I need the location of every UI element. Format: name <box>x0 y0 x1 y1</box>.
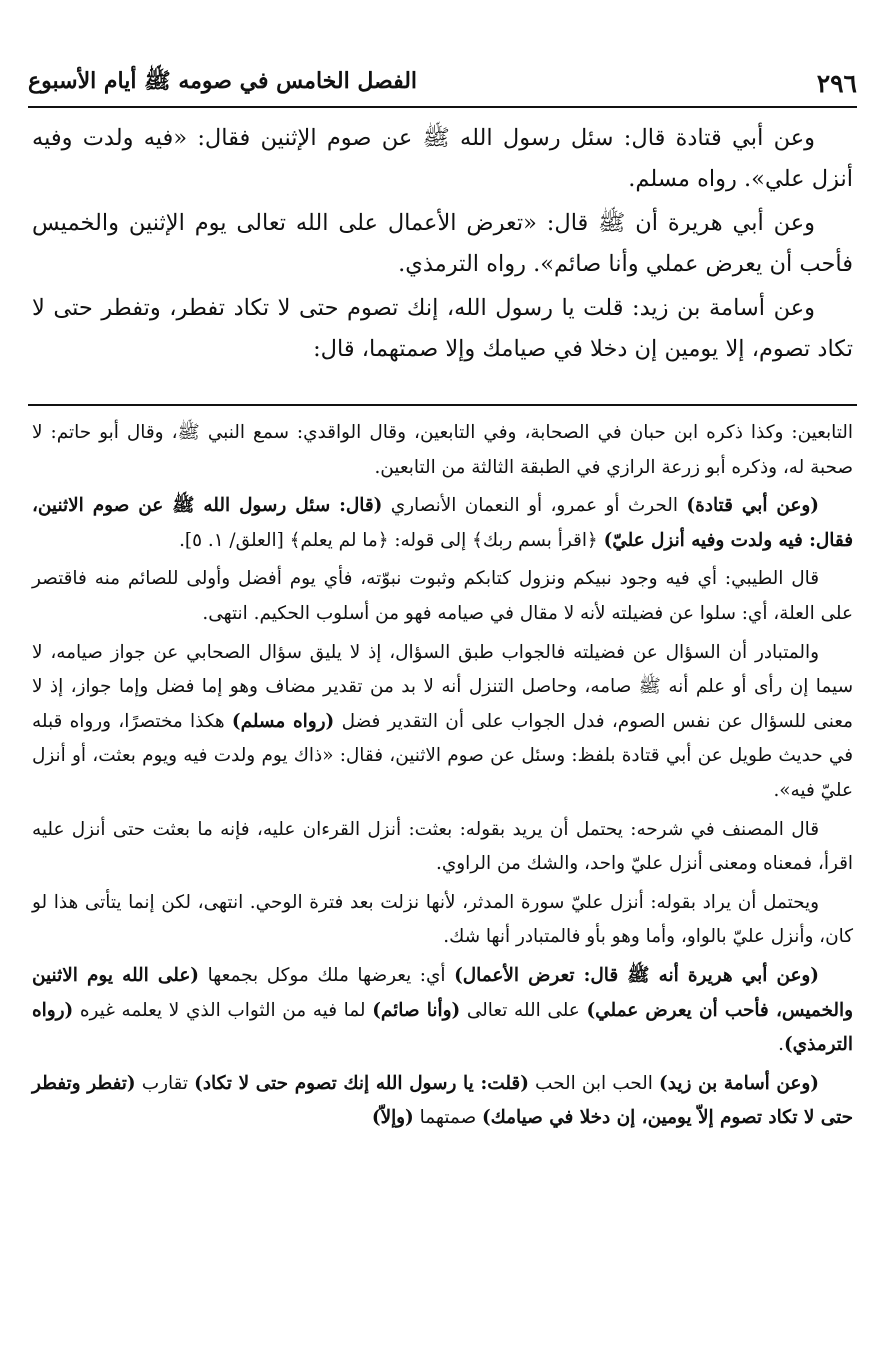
commentary-paragraph: قال الطيبي: أي فيه وجود نبيكم ونزول كتابكم وثبوت نبوّته، فأي يوم أفضل وأولى للصائم منه فاقتصر على العلة، أي: سلوا عن فضيلته لأنه لا مقال في صيامه فهو من أسلوب الحكيم. انتهى. <box>32 568 853 624</box>
quoted-text: (وأنا صائم) <box>372 999 461 1021</box>
page-number: ٢٩٦ <box>816 68 857 98</box>
commentary-text: أي: يعرضها ملك موكل بجمعها <box>199 964 455 986</box>
quoted-text: (وعن أسامة بن زيد) <box>659 1072 819 1094</box>
quoted-text: (وإلاّ) <box>371 1107 414 1129</box>
hadith-paragraph: وعن أبي هريرة أن ﷺ قال: «تعرض الأعمال على الله تعالى يوم الإثنين والخميس فأحب أن يعرض عملي وأنا صائم». رواه الترمذي. <box>32 210 853 277</box>
commentary-text: لما فيه من الثواب الذي لا يعلمه غيره <box>73 999 373 1021</box>
commentary-text: الحرث أو عمرو، أو النعمان الأنصاري <box>382 495 687 517</box>
quoted-text: (قال: سئل رسول الله ﷺ عن صوم الاثنين، فقال: فيه ولدت وفيه أنزل عليّ) <box>32 495 853 551</box>
commentary-text: تقارب <box>135 1072 195 1094</box>
hadith-paragraph: وعن أبي قتادة قال: سئل رسول الله ﷺ عن صوم الإثنين فقال: «فيه ولدت وفيه أنزل علي». رواه مسلم. <box>32 125 853 192</box>
quoted-text: (وعن أبي قتادة) <box>686 495 819 517</box>
commentary-paragraph <box>32 1067 853 1136</box>
commentary-text: على الله تعالى <box>460 999 587 1021</box>
commentary-paragraph <box>32 959 853 1063</box>
commentary-paragraph: قال المصنف في شرحه: يحتمل أن يريد بقوله: بعثت: أنزل القرءان عليه، فإنه ما بعثت حتى أنزل عليه اقرأ، فمعناه ومعنى أنزل عليّ واحد، والشك من الراوي. <box>32 818 853 875</box>
separator-rule <box>28 404 857 406</box>
commentary-text: الحب ابن الحب <box>528 1072 660 1094</box>
page-header <box>28 60 857 108</box>
commentary-paragraph <box>32 636 853 809</box>
commentary-paragraph: ويحتمل أن يراد بقوله: أنزل عليّ سورة المدثر، لأنها نزلت بعد فترة الوحي. انتهى، لكن إنما يتأتى هذا لو كان، وأنزل عليّ بالواو، وأما وهو بأو فالمتبادر أنها شك. <box>32 891 853 948</box>
quoted-text: (رواه الترمذي) <box>32 999 853 1056</box>
commentary <box>32 416 853 1140</box>
quoted-text: (تفطر وتفطر حتى لا تكاد تصوم إلاّ يومين، إن دخلا في صيامك) <box>32 1072 853 1129</box>
quoted-text: (وعن أبي هريرة أنه ﷺ قال: تعرض الأعمال) <box>454 964 819 986</box>
quoted-text: (رواه مسلم) <box>231 710 335 732</box>
commentary-text: هكذا مختصرًا، ورواه قبله في حديث طويل عن أبي قتادة بلفظ: وسئل عن صوم الاثنين، فقال: «ذاك يوم ولدت فيه ويوم بعثت، أو أنزل عليّ فيه». <box>32 710 853 801</box>
quoted-text: (على الله يوم الاثنين والخميس، فأحب أن يعرض عملي) <box>32 964 853 1021</box>
commentary-paragraph <box>32 489 853 558</box>
hadith-paragraph: وعن أسامة بن زيد: قلت يا رسول الله، إنك تصوم حتى لا تكاد تفطر، وتفطر حتى لا تكاد تصوم، إلا يومين إن دخلا في صيامك وإلا صمتهما، قال: <box>32 295 853 362</box>
commentary-text: والمتبادر أن السؤال عن فضيلته فالجواب طبق السؤال، إذ لا يليق سؤال الصحابي عن جواز صيامه، لا سيما إن رأى أو علم أنه ﷺ صامه، وحاصل التنزل أنه لا بد من تقدير مضاف وهو إما فضل وإما جواز، إذ لا معنى للسؤال عن نفس الصوم، فدل الجواب على أن التقدير فضل <box>32 641 853 732</box>
quoted-text: (قلت: يا رسول الله إنك تصوم حتى لا تكاد) <box>194 1072 529 1094</box>
commentary-text: ﴿اقرأ بسم ربك﴾ إلى قوله: ﴿ما لم يعلم﴾ [العلق/ ١. ٥]. <box>179 529 604 551</box>
commentary-text: صمتهما <box>413 1107 482 1129</box>
commentary-text: . <box>778 1034 784 1056</box>
commentary-paragraph: التابعين: وكذا ذكره ابن حبان في الصحابة، وفي التابعين، وقال الواقدي: سمع النبي ﷺ، وقال أبو حاتم: لا صحبة له، وذكره أبو زرعة الرازي في الطبقة الثالثة من التابعين. <box>32 422 853 478</box>
hadith-text <box>32 118 853 373</box>
running-title: الفصل الخامس في صومه ﷺ أيام الأسبوع <box>28 68 418 94</box>
